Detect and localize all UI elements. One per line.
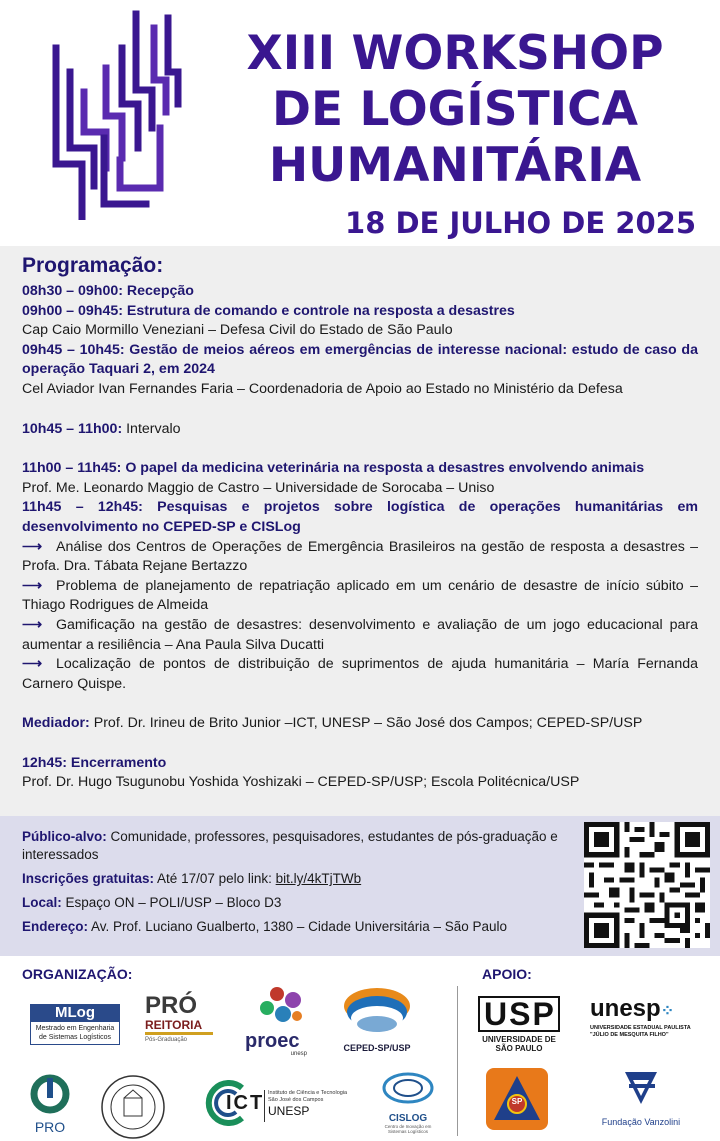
cislog-logo: [380, 1068, 436, 1138]
ceped-name: CEPED-SP/USP: [343, 1043, 411, 1053]
workshop-title: [200, 26, 710, 194]
title-line-1: XIII WORKSHOP: [246, 26, 664, 81]
cislog-sub: Centro de Inovação em Sistemas Logísticos: [384, 1124, 432, 1134]
divider: [457, 986, 458, 1136]
escola-politecnica-seal: [100, 1074, 166, 1140]
program-item-research: 11h45 – 12h45: Pesquisas e projetos sobre logística de operações humanitárias em desenvolvimento no CEPED-SP e CISLog: [22, 499, 698, 535]
organizations-section: [0, 956, 720, 1141]
pro-logo: [30, 1074, 76, 1136]
proec-sub: unesp: [290, 1051, 307, 1057]
address-text: Av. Prof. Luciano Gualberto, 1380 – Cidade Universitária – São Paulo: [88, 919, 508, 934]
audience-line: [22, 828, 562, 864]
cislog-globe-icon: [380, 1068, 436, 1108]
program-item-aerial: 09h45 – 10h45: Gestão de meios aéreos em emergências de interesse nacional: estudo de caso da operação Taquari 2, em 2024: [22, 341, 698, 378]
cislog-name: CISLOG: [388, 1113, 428, 1124]
address-line: [22, 918, 562, 936]
proec-dots-icon: [255, 986, 305, 1026]
unesp-sub-2: "JÚLIO DE MESQUITA FILHO": [590, 1032, 669, 1038]
speaker-command: Cap Caio Mormillo Veneziani – Defesa Civil do Estado de São Paulo: [22, 322, 453, 339]
proec-name: proec: [245, 1030, 300, 1052]
registration-link[interactable]: bit.ly/4kTjTWb: [275, 871, 362, 886]
ceped-logo: [340, 984, 414, 1052]
program-section: [0, 246, 720, 816]
pro-name: PRO: [34, 1119, 66, 1135]
pro-reitoria-logo: [145, 994, 225, 1050]
workshop-logo: [48, 8, 184, 220]
research-bullet: [22, 577, 698, 616]
pro-reitoria-sub: Pós-Graduação: [145, 1037, 188, 1043]
vanzolini-name: Fundação Vanzolini: [601, 1117, 681, 1127]
defesa-civil-logo: [486, 1068, 548, 1130]
bullet-text: Análise dos Centros de Operações de Emergência Brasileiros na gestão de resposta a desastres – Profa. Dra. Tábata Rejane Bertazzo: [22, 538, 698, 575]
bullet-text: Problema de planejamento de repatriação aplicado em um cenário de desastre de início súbito – Thiago Rodrigues de Almeida: [22, 577, 698, 614]
unesp-dots-icon: ⁘: [660, 1003, 675, 1020]
header: [0, 0, 720, 246]
program-item-command: 09h00 – 09h45: Estrutura de comando e controle na resposta a desastres: [22, 302, 515, 319]
ict-sub-2: São José dos Campos: [268, 1097, 324, 1103]
break-text: Intervalo: [122, 420, 181, 437]
program-item-reception: 08h30 – 09h00: Recepção: [22, 283, 194, 299]
program-body: [22, 282, 698, 793]
research-bullet: [22, 655, 698, 694]
unesp-logo: [590, 996, 714, 1046]
program-item-break: [22, 420, 698, 440]
place-line: [22, 894, 562, 912]
speaker-closing: Prof. Dr. Hugo Tsugunobu Yoshida Yoshizaki – CEPED-SP/USP; Escola Politécnica/USP: [22, 774, 580, 791]
arrow-icon: ⟶: [22, 538, 43, 555]
title-line-2: DE LOGÍSTICA: [271, 82, 639, 137]
ict-sub-3: UNESP: [268, 1104, 310, 1118]
break-time: 10h45 – 11h00:: [22, 420, 123, 437]
research-bullet: [22, 538, 698, 577]
place-text: Espaço ON – POLI/USP – Bloco D3: [61, 895, 282, 910]
pro-reitoria-line-1: PRÓ: [145, 992, 198, 1019]
proec-logo: [245, 986, 315, 1057]
defesa-civil-sp: SP: [511, 1097, 523, 1106]
arrow-icon: ⟶: [22, 616, 43, 633]
registration-label: Inscrições gratuitas:: [22, 871, 155, 886]
mediator-line: [22, 714, 698, 734]
pro-ring-icon: [30, 1074, 70, 1114]
qr-code[interactable]: [584, 822, 710, 948]
program-title: Programação:: [22, 254, 164, 277]
mediator-label: Mediador:: [22, 715, 90, 732]
usp-sub-2: SÃO PAULO: [495, 1044, 543, 1053]
bullet-text: Gamificação na gestão de desastres: desenvolvimento e avaliação de um jogo educacional para aumentar a resiliência – Ana Paula Silva Ducatti: [22, 616, 698, 653]
ict-logo: [204, 1076, 354, 1136]
place-label: Local:: [22, 895, 62, 910]
pro-reitoria-line-2: REITORIA: [145, 1018, 213, 1035]
audience-text: Comunidade, professores, pesquisadores, estudantes de pós-graduação e interessados: [22, 829, 558, 862]
registration-line: [22, 870, 562, 888]
support-label: APOIO:: [482, 966, 532, 982]
vanzolini-v-icon: [621, 1070, 661, 1106]
unesp-name: unesp: [590, 995, 661, 1022]
research-bullet: [22, 616, 698, 655]
program-item-veterinary: 11h00 – 11h45: O papel da medicina veterinária na resposta a desastres envolvendo animais: [22, 460, 645, 477]
ict-sub-1: Instituto de Ciência e Tecnologia: [268, 1090, 348, 1096]
mlog-sub-1: Mestrado em Engenharia: [35, 1025, 115, 1032]
info-section: [0, 816, 720, 956]
ceped-swoosh-icon: [340, 984, 414, 1038]
unesp-sub-1: UNIVERSIDADE ESTADUAL PAULISTA: [590, 1025, 691, 1031]
audience-label: Público-alvo:: [22, 829, 107, 844]
bullet-text: Localização de pontos de distribuição de suprimentos de ajuda humanitária – María Fernanda Carnero Quispe.: [22, 656, 698, 692]
ict-name: ICT: [226, 1092, 265, 1114]
arrow-icon: ⟶: [22, 656, 43, 673]
speaker-aerial: Cel Aviador Ivan Fernandes Faria – Coordenadoria de Apoio ao Estado no Ministério da Defesa: [22, 380, 623, 397]
address-label: Endereço:: [22, 919, 89, 934]
usp-logo: [478, 996, 560, 1052]
mlog-sub-2: de Sistemas Logísticos: [39, 1034, 111, 1041]
arrow-icon: ⟶: [22, 577, 43, 594]
speaker-veterinary: Prof. Me. Leonardo Maggio de Castro – Universidade de Sorocaba – Uniso: [22, 479, 495, 496]
event-date: 18 DE JULHO DE 2025: [345, 206, 696, 240]
registration-text: Até 17/07 pelo link:: [154, 871, 276, 886]
mlog-logo: [30, 1004, 120, 1046]
title-line-3: HUMANITÁRIA: [268, 138, 642, 193]
mediator-text: Prof. Dr. Irineu de Brito Junior –ICT, UNESP – São José dos Campos; CEPED-SP/USP: [89, 715, 643, 732]
program-item-closing: 12h45: Encerramento: [22, 754, 167, 771]
usp-name: USP: [478, 996, 560, 1032]
vanzolini-logo: [596, 1070, 686, 1134]
organization-label: ORGANIZAÇÃO:: [22, 966, 133, 982]
mlog-name: MLog: [30, 1004, 120, 1022]
info-body: [22, 828, 562, 942]
usp-sub-1: UNIVERSIDADE DE: [482, 1035, 556, 1044]
